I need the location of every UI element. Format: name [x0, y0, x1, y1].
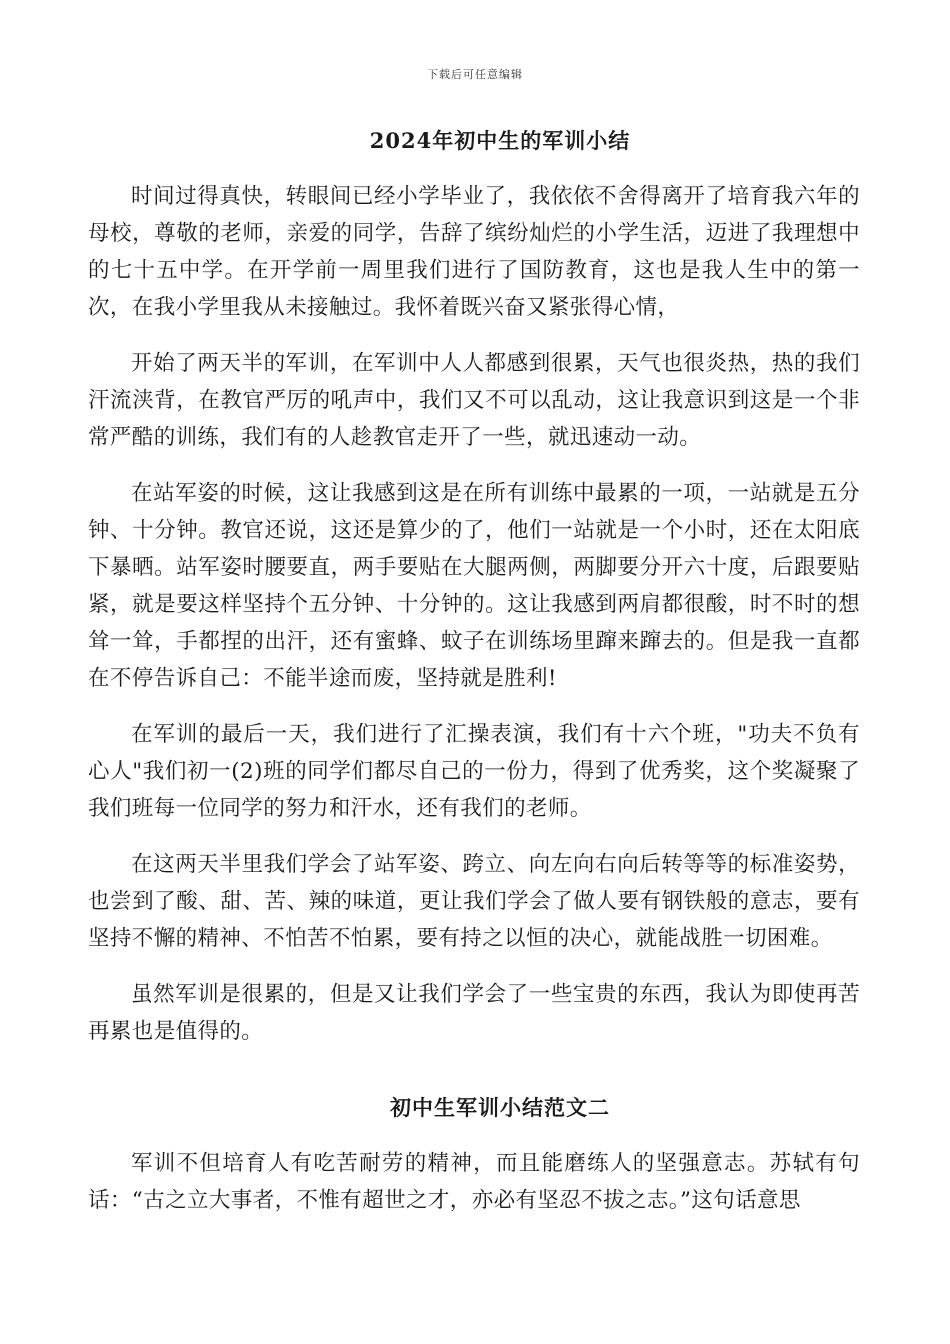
- section-subtitle: 初中生军训小结范文二: [390, 1095, 610, 1120]
- paragraph-3: 在站军姿的时候，这让我感到这是在所有训练中最累的一项，一站就是五分钟、十分钟。教官还说，这还是算少的了，他们一站就是一个小时，还在太阳底下暴晒。站军姿时腰要直，两手要贴在大腿两侧，两脚要分开六十度，后跟要贴紧，就是要这样坚持个五分钟、十分钟的。这让我感到两肩都很酸，时不时的想耸一耸，手都捏的出汗，还有蜜蜂、蚊子在训练场里蹿来蹿去的。但是我一直都在不停告诉自己：不能半途而废，坚持就是胜利!: [88, 481, 860, 691]
- essay-body-2: [88, 1145, 860, 1238]
- header-note: 下载后可任意编辑: [427, 68, 523, 81]
- paragraph-1: 时间过得真快，转眼间已经小学毕业了，我依依不舍得离开了培育我六年的母校，尊敬的老师，亲爱的同学，告辞了缤纷灿烂的小学生活，迈进了我理想中的七十五中学。在开学前一周里我们进行了国防教育，这也是我人生中的第一次，在我小学里我从未接触过。我怀着既兴奋又紧张得心情，: [88, 184, 860, 320]
- paragraph-7: 军训不但培育人有吃苦耐劳的精神，而且能磨练人的坚强意志。苏轼有句话：“古之立大事者，不惟有超世之才，亦必有坚忍不拔之志。”这句话意思: [88, 1151, 860, 1213]
- paragraph-6: 虽然军训是很累的，但是又让我们学会了一些宝贵的东西，我认为即使再苦再累也是值得的。: [88, 982, 860, 1044]
- paragraph-5: 在这两天半里我们学会了站军姿、跨立、向左向右向后转等等的标准姿势，也尝到了酸、甜、苦、辣的味道，更让我们学会了做人要有钢铁般的意志，要有坚持不懈的精神、不怕苦不怕累，要有持之以恒的决心，就能战胜一切困难。: [88, 852, 860, 951]
- document-title: 2024年初中生的军训小结: [369, 128, 631, 153]
- paragraph-4: 在军训的最后一天，我们进行了汇操表演，我们有十六个班，"功夫不负有心人"我们初一(2)班的同学们都尽自己的一份力，得到了优秀奖，这个奖凝聚了我们班每一位同学的努力和汗水，还有我们的老师。: [88, 722, 860, 821]
- paragraph-2: 开始了两天半的军训，在军训中人人都感到很累，天气也很炎热，热的我们汗流浃背，在教官严厉的吼声中，我们又不可以乱动，这让我意识到这是一个非常严酷的训练，我们有的人趁教官走开了一些，就迅速动一动。: [88, 351, 860, 450]
- essay-body: [88, 178, 860, 1069]
